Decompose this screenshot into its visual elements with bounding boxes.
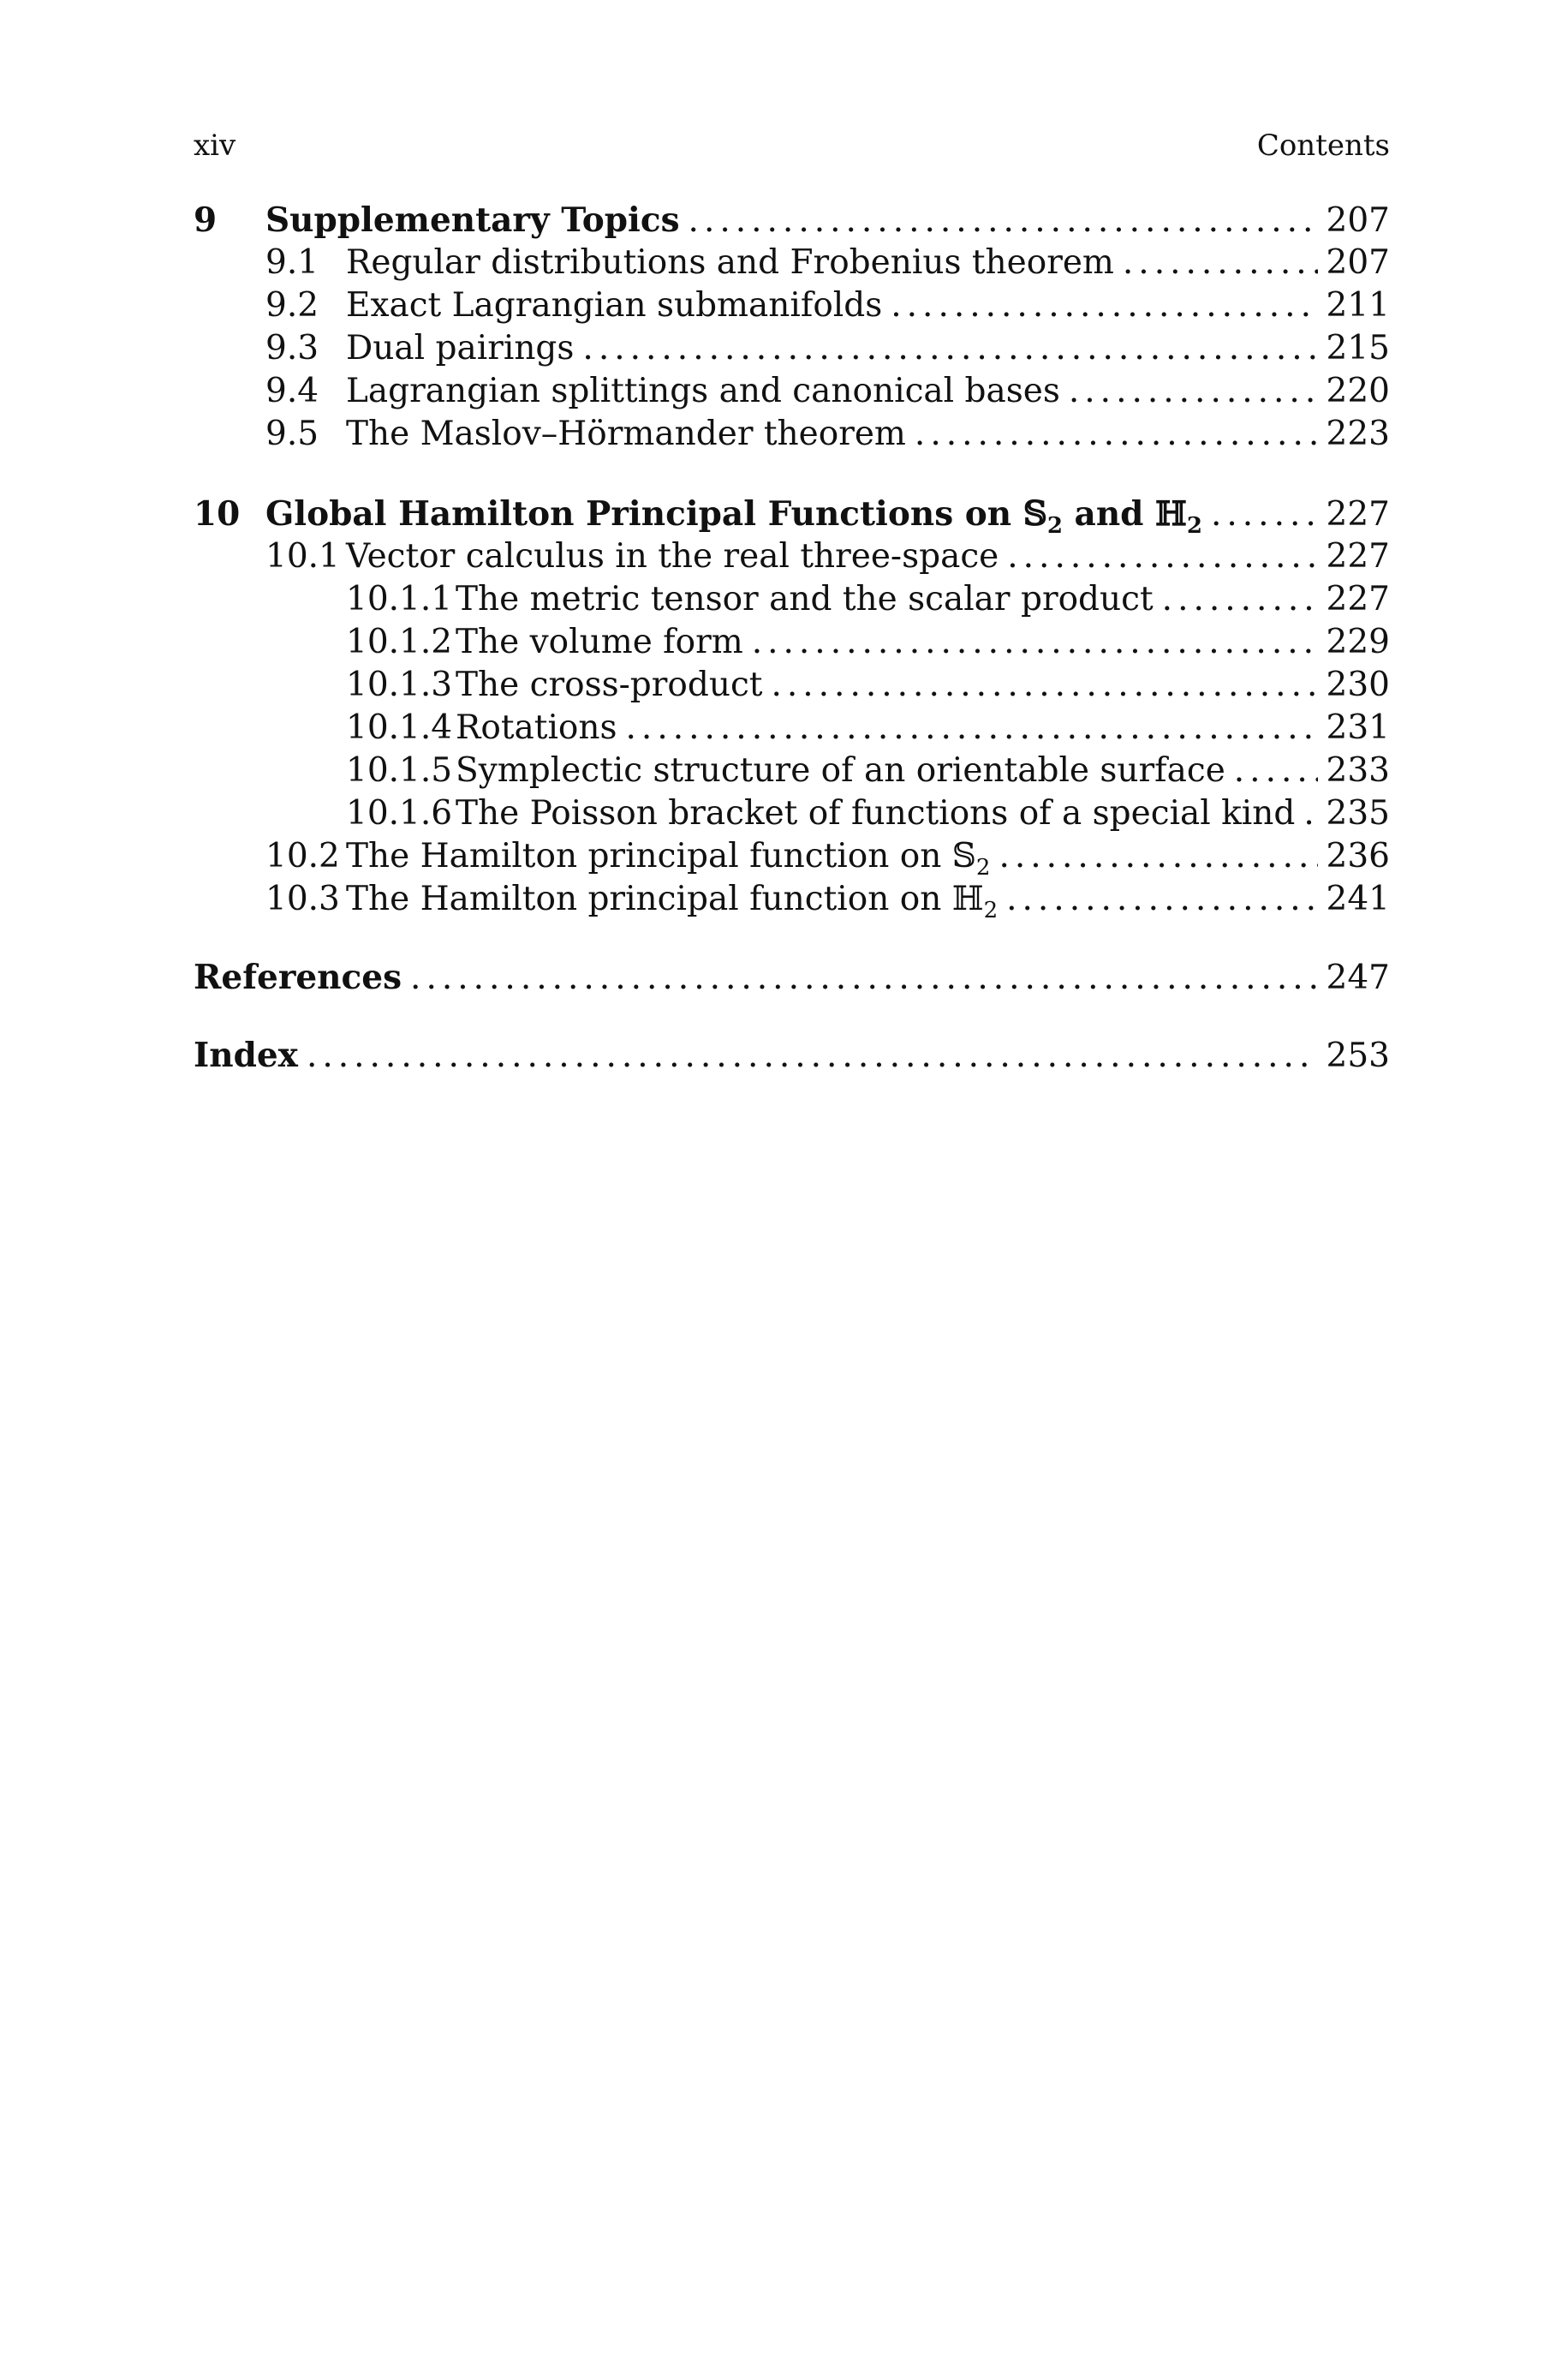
entry-title: The Maslov–Hörmander theorem xyxy=(346,415,906,453)
entry-title: Exact Lagrangian submanifolds xyxy=(346,286,883,325)
entry-title: Symplectic structure of an orientable surface xyxy=(456,751,1225,790)
toc-section-9-2[interactable] xyxy=(194,284,1390,327)
leader-dots xyxy=(410,957,1318,1000)
entry-title: References xyxy=(194,958,402,997)
entry-number: 10.1.2 xyxy=(346,623,453,661)
toc-chapter-9[interactable] xyxy=(194,199,1390,242)
leader-dots xyxy=(915,413,1318,456)
entry-page: 235 xyxy=(1326,794,1390,833)
entry-page: 253 xyxy=(1326,1037,1390,1075)
entry-number: 10.3 xyxy=(265,880,340,918)
leader-dots xyxy=(1211,493,1318,536)
entry-page: 236 xyxy=(1326,837,1390,875)
toc-chapter-10[interactable] xyxy=(194,493,1390,539)
entry-title: Global Hamilton Principal Functions on 𝕊$_2$ and ℍ$_2$ xyxy=(265,494,1202,539)
entry-number: 9.2 xyxy=(265,286,319,325)
entry-title: Rotations xyxy=(456,708,617,747)
leader-dots xyxy=(1006,878,1317,921)
entry-page: 223 xyxy=(1326,415,1390,453)
entry-title: The cross-product xyxy=(456,666,763,704)
entry-number: 10.1 xyxy=(265,537,340,576)
entry-page: 220 xyxy=(1326,372,1390,410)
entry-number: 10.1.4 xyxy=(346,708,453,747)
entry-page: 231 xyxy=(1326,708,1390,747)
leader-dots xyxy=(1069,370,1318,413)
toc-subsection-10-1-1[interactable] xyxy=(194,578,1390,621)
entry-number: 10.1.1 xyxy=(346,580,453,618)
toc-section-10-3[interactable] xyxy=(194,878,1390,921)
entry-page: 241 xyxy=(1326,880,1390,918)
entry-number: 9.5 xyxy=(265,415,319,453)
entry-title: The volume form xyxy=(456,623,743,661)
toc-section-10-2[interactable] xyxy=(194,835,1390,881)
table-of-contents xyxy=(194,199,1390,1077)
entry-number: 10.1.3 xyxy=(346,666,453,704)
entry-page: 207 xyxy=(1326,201,1390,240)
toc-references[interactable] xyxy=(194,956,1390,999)
leader-dots xyxy=(752,621,1318,664)
leader-dots xyxy=(1162,578,1318,621)
leader-dots xyxy=(891,284,1317,327)
entry-title: The Poisson bracket of functions of a special kind xyxy=(456,794,1296,833)
entry-number: 9.3 xyxy=(265,329,319,367)
entry-page: 207 xyxy=(1326,243,1390,282)
entry-page: 215 xyxy=(1326,329,1390,367)
entry-number: 10.1.5 xyxy=(346,751,453,790)
entry-number: 10.2 xyxy=(265,837,340,875)
entry-title: Regular distributions and Frobenius theorem xyxy=(346,243,1114,282)
leader-dots xyxy=(1123,242,1318,284)
page-number-roman: xiv xyxy=(194,128,236,163)
leader-dots xyxy=(1234,750,1318,792)
entry-page: 229 xyxy=(1326,623,1390,661)
leader-dots xyxy=(626,707,1318,750)
entry-title: Dual pairings xyxy=(346,329,575,367)
entry-page: 211 xyxy=(1326,286,1390,325)
leader-dots xyxy=(307,1035,1318,1078)
entry-title: Vector calculus in the real three-space xyxy=(346,537,999,576)
entry-title: The Hamilton principal function on 𝕊$_2$ xyxy=(346,837,991,881)
toc-section-10-1[interactable] xyxy=(194,535,1390,578)
entry-number: 10.1.6 xyxy=(346,794,453,833)
leader-dots xyxy=(689,200,1318,242)
toc-subsection-10-1-4[interactable] xyxy=(194,707,1390,750)
toc-subsection-10-1-3[interactable] xyxy=(194,664,1390,707)
toc-index[interactable] xyxy=(194,1034,1390,1077)
entry-title: The metric tensor and the scalar product xyxy=(456,580,1154,618)
toc-section-9-4[interactable] xyxy=(194,370,1390,413)
toc-section-9-1[interactable] xyxy=(194,242,1390,284)
leader-dots xyxy=(999,835,1317,878)
toc-section-9-5[interactable] xyxy=(194,413,1390,456)
entry-title: The Hamilton principal function on ℍ$_2$ xyxy=(346,880,999,923)
leader-dots xyxy=(771,664,1317,707)
entry-title: Lagrangian splittings and canonical bases xyxy=(346,372,1060,410)
entry-page: 247 xyxy=(1326,959,1390,997)
entry-page: 230 xyxy=(1326,666,1390,704)
leader-dots xyxy=(1007,535,1317,578)
entry-number: 9 xyxy=(194,200,218,240)
entry-title: Index xyxy=(194,1036,298,1075)
toc-subsection-10-1-2[interactable] xyxy=(194,621,1390,664)
running-head xyxy=(194,128,1390,163)
entry-number: 9.4 xyxy=(265,372,319,410)
entry-number: 10 xyxy=(194,494,241,534)
entry-page: 227 xyxy=(1326,495,1390,534)
entry-page: 233 xyxy=(1326,751,1390,790)
toc-subsection-10-1-6[interactable] xyxy=(194,792,1390,835)
running-title: Contents xyxy=(1256,128,1390,163)
leader-dots xyxy=(1303,792,1317,835)
toc-subsection-10-1-5[interactable] xyxy=(194,750,1390,792)
leader-dots xyxy=(582,327,1317,370)
entry-page: 227 xyxy=(1326,537,1390,576)
entry-page: 227 xyxy=(1326,580,1390,618)
toc-section-9-3[interactable] xyxy=(194,327,1390,370)
entry-title: Supplementary Topics xyxy=(265,200,680,240)
entry-number: 9.1 xyxy=(265,243,319,282)
